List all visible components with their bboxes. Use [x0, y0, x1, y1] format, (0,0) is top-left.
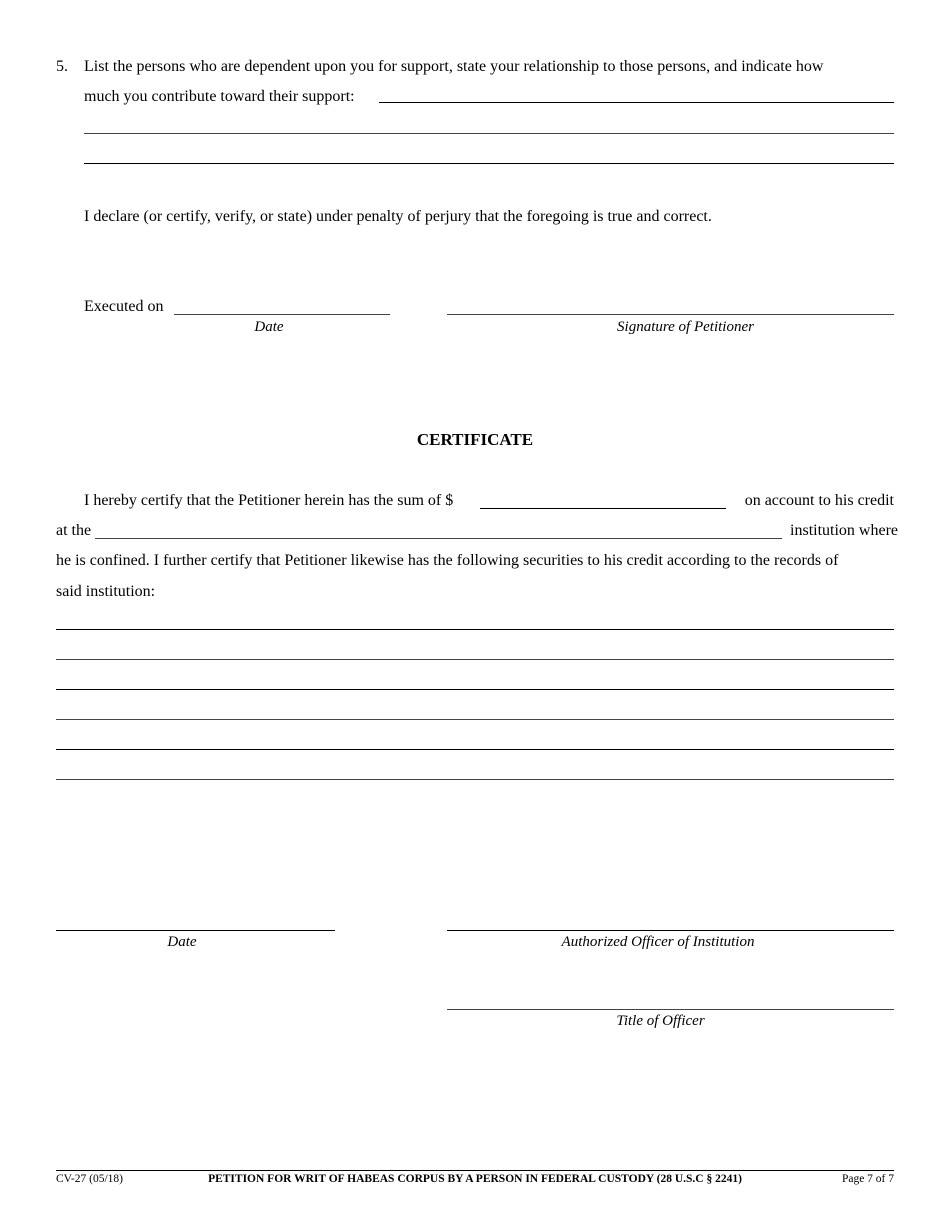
- officer-title-caption: Title of Officer: [616, 1013, 705, 1029]
- certificate-text-confined: he is confined. I further certify that Petitioner likewise has the following securities to his credit according to the records of: [56, 552, 839, 569]
- footer-divider: [56, 1170, 894, 1171]
- dependents-input-line[interactable]: [379, 102, 894, 103]
- executed-on-label: Executed on: [84, 298, 164, 315]
- institution-name-field[interactable]: [95, 538, 782, 539]
- securities-input-line[interactable]: [56, 749, 894, 750]
- securities-input-line[interactable]: [56, 719, 894, 720]
- page-number: Page 7 of 7: [841, 1173, 894, 1185]
- officer-title-field[interactable]: [447, 1009, 894, 1010]
- date-caption: Date: [254, 319, 284, 335]
- item5-question-line2: much you contribute toward their support:: [84, 88, 355, 105]
- officer-date-field[interactable]: [56, 930, 335, 931]
- form-id: CV-27 (05/18): [56, 1173, 123, 1185]
- dependents-input-line[interactable]: [84, 163, 894, 164]
- signature-caption: Signature of Petitioner: [617, 319, 754, 335]
- sum-amount-field[interactable]: [480, 508, 726, 509]
- certificate-text-sum: I hereby certify that the Petitioner herein has the sum of $: [84, 492, 454, 509]
- certificate-heading: CERTIFICATE: [416, 430, 534, 449]
- officer-signature-caption: Authorized Officer of Institution: [561, 934, 755, 950]
- item-number: 5.: [56, 58, 68, 75]
- certificate-text-institution: institution where: [790, 522, 898, 539]
- perjury-declaration: I declare (or certify, verify, or state) under penalty of perjury that the foregoing is true and correct.: [84, 208, 712, 225]
- item5-question-line1: List the persons who are dependent upon you for support, state your relationship to those persons, and indicate how: [84, 58, 824, 75]
- securities-input-line[interactable]: [56, 659, 894, 660]
- petitioner-signature-field[interactable]: [447, 314, 894, 315]
- certificate-text-said-institution: said institution:: [56, 583, 156, 600]
- dependents-input-line[interactable]: [84, 133, 894, 134]
- officer-date-caption: Date: [167, 934, 197, 950]
- securities-input-line[interactable]: [56, 629, 894, 630]
- certificate-text-credit: on account to his credit: [744, 492, 894, 509]
- certificate-text-at-the: at the: [56, 522, 92, 539]
- officer-signature-field[interactable]: [447, 930, 894, 931]
- form-title: PETITION FOR WRIT OF HABEAS CORPUS BY A PERSON IN FEDERAL CUSTODY (28 U.S.C § 2241): [208, 1173, 742, 1185]
- securities-input-line[interactable]: [56, 779, 894, 780]
- securities-input-line[interactable]: [56, 689, 894, 690]
- executed-date-field[interactable]: [174, 314, 390, 315]
